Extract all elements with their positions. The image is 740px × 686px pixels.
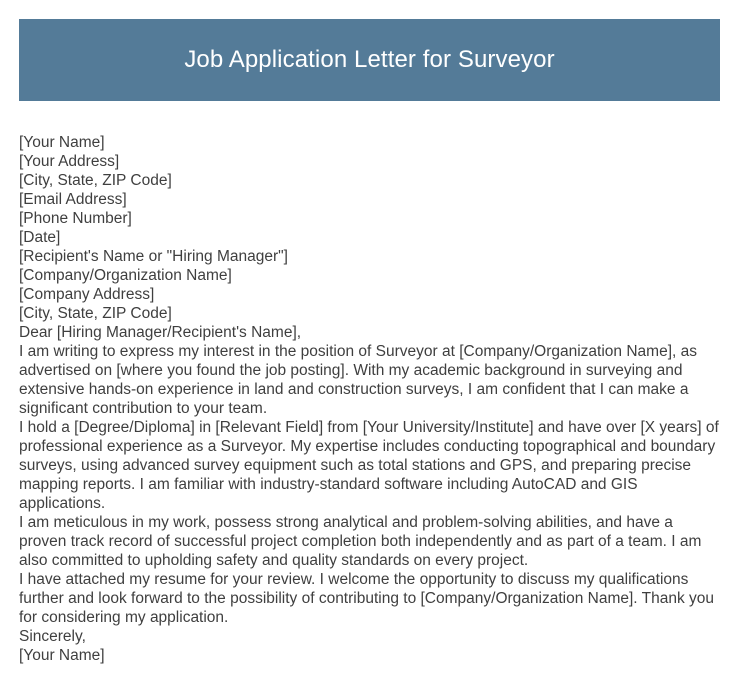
letter-signature-name: [Your Name] (19, 647, 105, 664)
sender-line-name: [Your Name] (19, 134, 105, 151)
letter-paragraph-1: I am writing to express my interest in the position of Surveyor at [Company/Organization Name], as advertised on [where you found the job posting]. With my academic background in surveying and extensive hands-on experience in land and construction surveys, I am confident that I can make a significant contribution to your team. (19, 343, 697, 417)
recipient-line-city: [City, State, ZIP Code] (19, 305, 172, 322)
letter-paragraph-3: I am meticulous in my work, possess strong analytical and problem-solving abilities, and have a proven track record of successful project completion both independently and as part of a team. I am also committed to upholding safety and quality standards on every project. (19, 514, 702, 569)
letter-date: [Date] (19, 229, 61, 246)
letter-salutation: Dear [Hiring Manager/Recipient's Name], (19, 324, 302, 341)
document-header-banner (19, 19, 720, 101)
letter-body (19, 133, 722, 665)
sender-line-city: [City, State, ZIP Code] (19, 172, 172, 189)
recipient-line-name: [Recipient's Name or "Hiring Manager"] (19, 248, 288, 265)
recipient-line-company: [Company/Organization Name] (19, 267, 232, 284)
letter-paragraph-2: I hold a [Degree/Diploma] in [Relevant Field] from [Your University/Institute] and have over [X years] of professional experience as a Surveyor. My expertise includes conducting topographical and boundary surveys, using advanced survey equipment such as total stations and GPS, and preparing precise mapping reports. I am familiar with industry-standard software including AutoCAD and GIS applications. (19, 419, 719, 512)
sender-address-block (19, 133, 722, 228)
sender-line-email: [Email Address] (19, 191, 127, 208)
recipient-line-address: [Company Address] (19, 286, 155, 303)
recipient-address-block (19, 247, 722, 323)
page-title: Job Application Letter for Surveyor (184, 46, 555, 73)
sender-line-address: [Your Address] (19, 153, 120, 170)
letter-paragraph-4: I have attached my resume for your review. I welcome the opportunity to discuss my qualifications further and look forward to the possibility of contributing to [Company/Organization Name]. Thank you for considering my application. (19, 571, 714, 626)
sender-line-phone: [Phone Number] (19, 210, 132, 227)
letter-closing: Sincerely, (19, 628, 86, 645)
